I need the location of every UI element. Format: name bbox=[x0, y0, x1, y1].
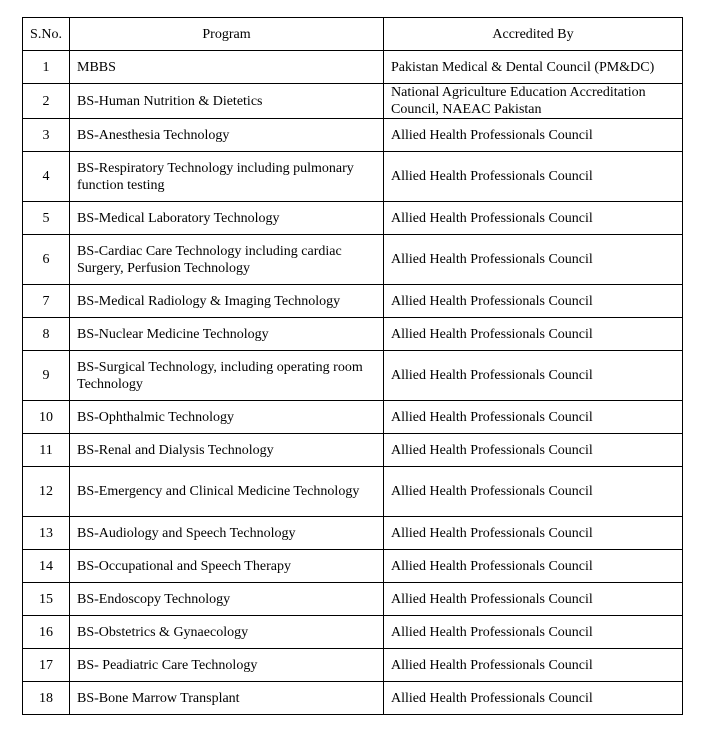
table-row bbox=[23, 84, 683, 119]
cell-sno: 11 bbox=[23, 434, 70, 467]
cell-program: BS-Occupational and Speech Therapy bbox=[70, 550, 384, 583]
cell-accredited-by: Allied Health Professionals Council bbox=[384, 152, 683, 202]
cell-sno: 1 bbox=[23, 51, 70, 84]
table-row bbox=[23, 351, 683, 401]
cell-sno: 10 bbox=[23, 401, 70, 434]
cell-accredited-by: Allied Health Professionals Council bbox=[384, 583, 683, 616]
cell-sno: 4 bbox=[23, 152, 70, 202]
cell-sno: 17 bbox=[23, 649, 70, 682]
cell-program: BS-Cardiac Care Technology including cardiac Surgery, Perfusion Technology bbox=[70, 235, 384, 285]
cell-sno: 14 bbox=[23, 550, 70, 583]
cell-accredited-by: Allied Health Professionals Council bbox=[384, 202, 683, 235]
cell-accredited-by: Allied Health Professionals Council bbox=[384, 434, 683, 467]
table-row bbox=[23, 616, 683, 649]
table-row bbox=[23, 235, 683, 285]
cell-sno: 3 bbox=[23, 119, 70, 152]
cell-accredited-by: Allied Health Professionals Council bbox=[384, 467, 683, 517]
header-accredited-by: Accredited By bbox=[384, 18, 683, 51]
cell-sno: 15 bbox=[23, 583, 70, 616]
cell-program: BS-Ophthalmic Technology bbox=[70, 401, 384, 434]
table-row bbox=[23, 318, 683, 351]
cell-program: BS-Obstetrics & Gynaecology bbox=[70, 616, 384, 649]
table-row bbox=[23, 152, 683, 202]
header-sno: S.No. bbox=[23, 18, 70, 51]
table-row bbox=[23, 434, 683, 467]
cell-program: BS-Renal and Dialysis Technology bbox=[70, 434, 384, 467]
cell-program: BS-Respiratory Technology including pulmonary function testing bbox=[70, 152, 384, 202]
cell-sno: 5 bbox=[23, 202, 70, 235]
cell-sno: 9 bbox=[23, 351, 70, 401]
cell-accredited-by: Allied Health Professionals Council bbox=[384, 235, 683, 285]
cell-accredited-by: Allied Health Professionals Council bbox=[384, 119, 683, 152]
cell-accredited-by: Allied Health Professionals Council bbox=[384, 649, 683, 682]
cell-program: BS- Peadiatric Care Technology bbox=[70, 649, 384, 682]
cell-accredited-by: Allied Health Professionals Council bbox=[384, 550, 683, 583]
table-row bbox=[23, 51, 683, 84]
cell-sno: 13 bbox=[23, 517, 70, 550]
table-row bbox=[23, 285, 683, 318]
table-row bbox=[23, 517, 683, 550]
cell-sno: 16 bbox=[23, 616, 70, 649]
cell-program: BS-Anesthesia Technology bbox=[70, 119, 384, 152]
header-program: Program bbox=[70, 18, 384, 51]
table-header-row bbox=[23, 18, 683, 51]
table-row bbox=[23, 682, 683, 715]
table-row bbox=[23, 119, 683, 152]
cell-accredited-by: Allied Health Professionals Council bbox=[384, 285, 683, 318]
cell-program: BS-Human Nutrition & Dietetics bbox=[70, 84, 384, 119]
cell-accredited-by: Allied Health Professionals Council bbox=[384, 517, 683, 550]
table-row bbox=[23, 202, 683, 235]
cell-accredited-by: Allied Health Professionals Council bbox=[384, 318, 683, 351]
cell-program: MBBS bbox=[70, 51, 384, 84]
cell-sno: 18 bbox=[23, 682, 70, 715]
table-row bbox=[23, 583, 683, 616]
table-row bbox=[23, 550, 683, 583]
cell-program: BS-Bone Marrow Transplant bbox=[70, 682, 384, 715]
cell-program: BS-Medical Radiology & Imaging Technology bbox=[70, 285, 384, 318]
accreditation-table bbox=[22, 17, 683, 715]
cell-accredited-by: Allied Health Professionals Council bbox=[384, 351, 683, 401]
cell-sno: 8 bbox=[23, 318, 70, 351]
cell-program: BS-Emergency and Clinical Medicine Technology bbox=[70, 467, 384, 517]
cell-sno: 12 bbox=[23, 467, 70, 517]
cell-program: BS-Medical Laboratory Technology bbox=[70, 202, 384, 235]
cell-accredited-by: National Agriculture Education Accreditation Council, NAEAC Pakistan bbox=[384, 84, 683, 119]
table-row bbox=[23, 401, 683, 434]
cell-sno: 6 bbox=[23, 235, 70, 285]
cell-accredited-by: Pakistan Medical & Dental Council (PM&DC) bbox=[384, 51, 683, 84]
cell-program: BS-Surgical Technology, including operating room Technology bbox=[70, 351, 384, 401]
cell-accredited-by: Allied Health Professionals Council bbox=[384, 682, 683, 715]
cell-sno: 7 bbox=[23, 285, 70, 318]
cell-program: BS-Endoscopy Technology bbox=[70, 583, 384, 616]
cell-program: BS-Audiology and Speech Technology bbox=[70, 517, 384, 550]
cell-accredited-by: Allied Health Professionals Council bbox=[384, 616, 683, 649]
table-row bbox=[23, 467, 683, 517]
cell-program: BS-Nuclear Medicine Technology bbox=[70, 318, 384, 351]
cell-accredited-by: Allied Health Professionals Council bbox=[384, 401, 683, 434]
table-row bbox=[23, 649, 683, 682]
cell-sno: 2 bbox=[23, 84, 70, 119]
